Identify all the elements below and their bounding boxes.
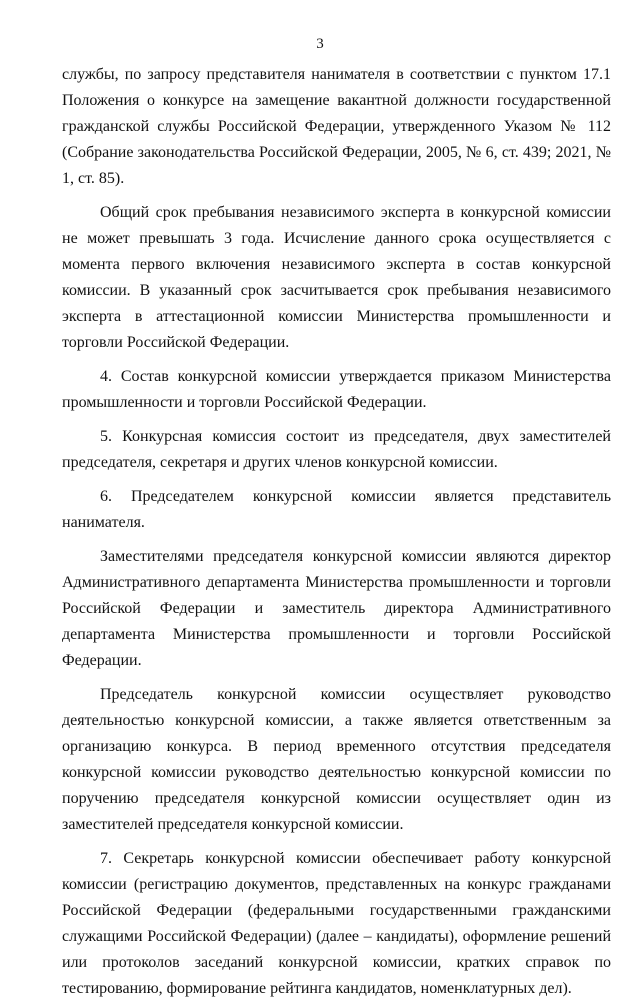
paragraph-chairman-duties: Председатель конкурсной комиссии осуществляет руководство деятельностью конкурсной комиссии, а также является ответственным за организацию конкурса. В период временного отсутствия председателя конкурсной комиссии руководство деятельностью конкурсной комиссии по поручению председателя конкурсной комиссии осуществляет один из заместителей председателя конкурсной комиссии.: [62, 686, 611, 833]
paragraph-expert-term: Общий срок пребывания независимого эксперта в конкурсной комиссии не может превышать 3 года. Исчисление данного срока осуществляется с момента первого включения независимого эксперта в состав конкурсной комиссии. В указанный срок засчитывается срок пребывания независимого эксперта в аттестационной комиссии Министерства промышленности и торговли Российской Федерации.: [62, 204, 611, 351]
paragraph-item-5: 5. Конкурсная комиссия состоит из председателя, двух заместителей председателя, секретаря и других членов конкурсной комиссии.: [62, 428, 611, 471]
document-body: [62, 62, 611, 1002]
paragraph-deputies: Заместителями председателя конкурсной комиссии являются директор Административного департамента Министерства промышленности и торговли Российской Федерации и заместитель директора Административного департамента Министерства промышленности и торговли Российской Федерации.: [62, 548, 611, 669]
paragraph-continuation: службы, по запросу представителя нанимателя в соответствии с пунктом 17.1 Положения о конкурсе на замещение вакантной должности государственной гражданской службы Российской Федерации, утвержденного Указом № 112 (Собрание законодательства Российской Федерации, 2005, № 6, ст. 439; 2021, № 1, ст. 85).: [62, 66, 611, 187]
page-number: 3: [316, 36, 324, 52]
paragraph-item-4: 4. Состав конкурсной комиссии утверждается приказом Министерства промышленности и торговли Российской Федерации.: [62, 368, 611, 411]
paragraph-item-7: 7. Секретарь конкурсной комиссии обеспечивает работу конкурсной комиссии (регистрацию документов, представленных на конкурс гражданами Российской Федерации (федеральными государственными гражданскими служащими Российской Федерации) (далее – кандидаты), оформление решений или протоколов заседаний конкурсной комиссии, кратких справок по тестированию, формирование рейтинга кандидатов, номенклатурных дел).: [62, 850, 611, 997]
paragraph-item-6: 6. Председателем конкурсной комиссии является представитель нанимателя.: [62, 488, 611, 531]
